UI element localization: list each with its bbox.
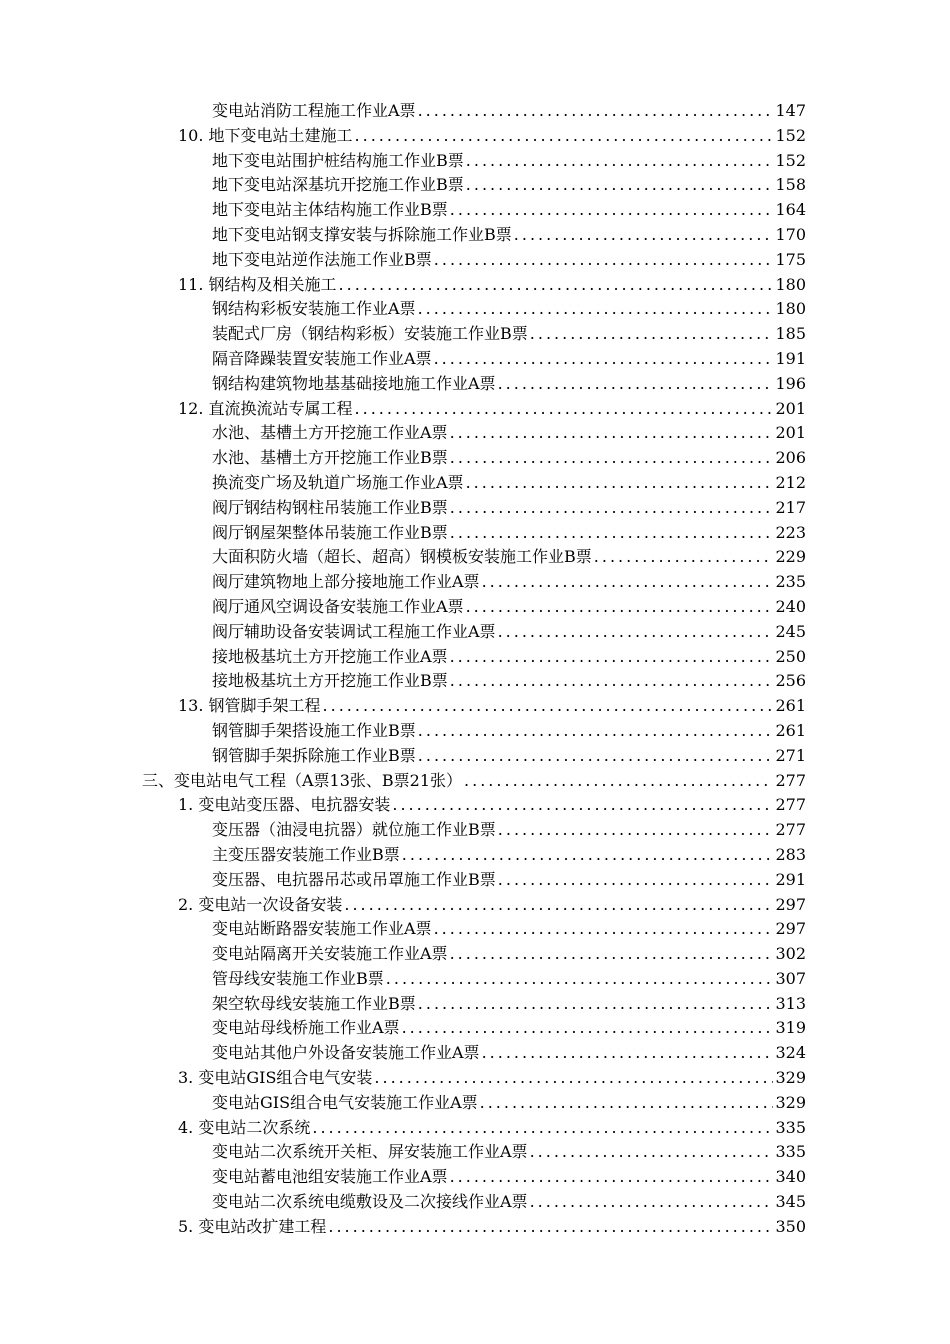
toc-entry-title: 3. 变电站GIS组合电气安装 xyxy=(178,1068,373,1088)
toc-entry-page: 329 xyxy=(775,1092,806,1112)
toc-entry-line xyxy=(212,843,806,868)
toc-entry-line xyxy=(212,992,806,1017)
toc-dot-leader xyxy=(450,198,774,223)
toc-entry[interactable] xyxy=(0,818,950,843)
toc-entry-page: 245 xyxy=(775,621,806,641)
toc-entry-page: 261 xyxy=(775,696,806,716)
table-of-contents xyxy=(0,99,950,1240)
toc-entry-title: 10. 地下变电站土建施工 xyxy=(178,125,353,145)
toc-entry-page: 158 xyxy=(775,175,806,195)
toc-entry-title: 钢管脚手架拆除施工作业B票 xyxy=(212,745,416,765)
toc-entry[interactable] xyxy=(0,521,950,546)
toc-entry-page: 180 xyxy=(775,299,806,319)
toc-entry[interactable] xyxy=(0,173,950,198)
toc-entry-page: 261 xyxy=(775,720,806,740)
toc-entry-title: 变压器、电抗器吊芯或吊罩施工作业B票 xyxy=(212,869,496,889)
toc-entry-page: 313 xyxy=(775,993,806,1013)
toc-entry-page: 196 xyxy=(775,373,806,393)
toc-entry-page: 307 xyxy=(775,968,806,988)
toc-entry-line xyxy=(178,1066,806,1091)
toc-dot-leader xyxy=(594,545,774,570)
toc-entry-line xyxy=(178,124,806,149)
toc-entry-line xyxy=(178,273,806,298)
toc-entry[interactable] xyxy=(0,694,950,719)
toc-entry-page: 350 xyxy=(775,1216,806,1236)
toc-entry-title: 换流变广场及轨道广场施工作业A票 xyxy=(212,472,464,492)
toc-entry[interactable] xyxy=(0,446,950,471)
toc-dot-leader xyxy=(402,1016,774,1041)
toc-entry-title: 地下变电站钢支撑安装与拆除施工作业B票 xyxy=(212,224,512,244)
toc-entry-page: 297 xyxy=(775,894,806,914)
toc-dot-leader xyxy=(418,99,774,124)
toc-entry[interactable] xyxy=(0,1140,950,1165)
toc-dot-leader xyxy=(344,893,773,918)
toc-entry-line xyxy=(212,1091,806,1116)
toc-entry[interactable] xyxy=(0,595,950,620)
toc-entry[interactable] xyxy=(0,917,950,942)
toc-entry-title: 变电站消防工程施工作业A票 xyxy=(212,101,416,120)
toc-entry[interactable] xyxy=(0,1091,950,1116)
toc-entry[interactable] xyxy=(0,124,950,149)
toc-entry-line xyxy=(212,595,806,620)
toc-entry-line xyxy=(212,1016,806,1041)
toc-entry-title: 变电站隔离开关安装施工作业A票 xyxy=(212,944,448,964)
toc-dot-leader xyxy=(450,1165,774,1190)
toc-entry[interactable] xyxy=(0,297,950,322)
toc-entry-title: 接地极基坑土方开挖施工作业B票 xyxy=(212,671,448,691)
toc-entry-page: 185 xyxy=(775,324,806,344)
toc-dot-leader xyxy=(450,942,774,967)
toc-entry-page: 175 xyxy=(775,249,806,269)
toc-entry-page: 335 xyxy=(775,1142,806,1162)
toc-entry-page: 170 xyxy=(775,224,806,244)
toc-entry-page: 329 xyxy=(775,1068,806,1088)
toc-entry-page: 206 xyxy=(775,448,806,468)
toc-entry[interactable] xyxy=(0,744,950,769)
toc-entry-line xyxy=(212,248,806,273)
toc-entry[interactable] xyxy=(0,273,950,298)
toc-dot-leader xyxy=(480,1091,774,1116)
toc-dot-leader xyxy=(418,297,774,322)
toc-entry-line xyxy=(212,322,806,347)
toc-dot-leader xyxy=(434,248,774,273)
toc-dot-leader xyxy=(418,719,774,744)
toc-entry-title: 地下变电站主体结构施工作业B票 xyxy=(212,200,448,220)
toc-entry-line xyxy=(178,397,806,422)
toc-entry-title: 钢结构建筑物地基基础接地施工作业A票 xyxy=(212,373,496,393)
toc-entry-title: 阀厅钢屋架整体吊装施工作业B票 xyxy=(212,522,448,542)
toc-entry-line xyxy=(212,1165,806,1190)
toc-entry-line xyxy=(178,793,806,818)
toc-entry[interactable] xyxy=(0,942,950,967)
toc-entry-title: 装配式厂房（钢结构彩板）安装施工作业B票 xyxy=(212,324,528,344)
toc-entry-title: 变电站断路器安装施工作业A票 xyxy=(212,919,432,939)
toc-entry[interactable] xyxy=(0,545,950,570)
toc-entry-title: 变电站GIS组合电气安装施工作业A票 xyxy=(212,1092,478,1112)
toc-entry-title: 水池、基槽土方开挖施工作业A票 xyxy=(212,423,448,443)
toc-entry-line xyxy=(212,99,806,124)
toc-entry-line xyxy=(212,818,806,843)
toc-dot-leader xyxy=(498,868,774,893)
toc-entry-title: 地下变电站深基坑开挖施工作业B票 xyxy=(212,175,464,195)
toc-dot-leader xyxy=(530,1190,774,1215)
toc-entry[interactable] xyxy=(0,1041,950,1066)
toc-entry-title: 变电站二次系统开关柜、屏安装施工作业A票 xyxy=(212,1142,528,1162)
toc-entry-page: 256 xyxy=(775,671,806,691)
toc-entry-title: 三、变电站电气工程（A票13张、B票21张） xyxy=(142,770,463,790)
toc-entry-page: 235 xyxy=(775,572,806,592)
toc-entry[interactable] xyxy=(0,496,950,521)
toc-entry-line xyxy=(212,967,806,992)
toc-entry-page: 201 xyxy=(775,423,806,443)
toc-entry-page: 302 xyxy=(775,944,806,964)
toc-dot-leader xyxy=(434,917,774,942)
toc-dot-leader xyxy=(328,1215,773,1240)
toc-entry-title: 变电站其他户外设备安装施工作业A票 xyxy=(212,1043,480,1063)
toc-dot-leader xyxy=(450,446,774,471)
toc-dot-leader xyxy=(482,570,774,595)
toc-entry-title: 1. 变电站变压器、电抗器安装 xyxy=(178,795,391,815)
toc-entry-line xyxy=(212,645,806,670)
toc-entry-line xyxy=(178,893,806,918)
toc-entry-line xyxy=(212,1190,806,1215)
toc-entry-line xyxy=(212,471,806,496)
toc-entry[interactable] xyxy=(0,570,950,595)
toc-entry-line xyxy=(212,149,806,174)
toc-entry[interactable] xyxy=(0,793,950,818)
toc-entry-page: 180 xyxy=(775,274,806,294)
toc-entry-title: 阀厅通风空调设备安装施工作业A票 xyxy=(212,596,464,616)
toc-entry-title: 阀厅辅助设备安装调试工程施工作业A票 xyxy=(212,621,496,641)
toc-entry[interactable] xyxy=(0,99,950,124)
toc-entry-line xyxy=(212,917,806,942)
toc-entry-line xyxy=(178,1116,806,1141)
toc-entry-page: 283 xyxy=(775,844,806,864)
toc-entry-page: 229 xyxy=(775,547,806,567)
toc-entry-line xyxy=(212,719,806,744)
toc-dot-leader xyxy=(355,124,774,149)
toc-entry-title: 变电站二次系统电缆敷设及二次接线作业A票 xyxy=(212,1192,528,1212)
toc-dot-leader xyxy=(418,992,774,1017)
toc-dot-leader xyxy=(530,1140,774,1165)
toc-entry[interactable] xyxy=(0,471,950,496)
toc-entry-title: 地下变电站逆作法施工作业B票 xyxy=(212,249,432,269)
toc-entry[interactable] xyxy=(0,1165,950,1190)
toc-entry-line xyxy=(212,669,806,694)
toc-dot-leader xyxy=(392,793,773,818)
toc-entry[interactable] xyxy=(0,719,950,744)
toc-entry-line xyxy=(212,1140,806,1165)
toc-dot-leader xyxy=(450,521,774,546)
toc-entry-page: 319 xyxy=(775,1018,806,1038)
toc-entry-page: 335 xyxy=(775,1117,806,1137)
toc-dot-leader xyxy=(418,744,774,769)
toc-entry[interactable] xyxy=(0,843,950,868)
toc-dot-leader xyxy=(498,620,774,645)
toc-entry-line xyxy=(212,868,806,893)
toc-dot-leader xyxy=(466,471,774,496)
toc-entry-page: 223 xyxy=(775,522,806,542)
toc-entry-page: 271 xyxy=(775,745,806,765)
toc-entry-line xyxy=(212,446,806,471)
toc-entry-title: 阀厅建筑物地上部分接地施工作业A票 xyxy=(212,572,480,592)
toc-entry[interactable] xyxy=(0,1116,950,1141)
toc-entry-line xyxy=(212,570,806,595)
toc-entry-line xyxy=(212,942,806,967)
toc-entry-page: 277 xyxy=(775,770,806,790)
toc-dot-leader xyxy=(466,149,774,174)
toc-entry-title: 变电站蓄电池组安装施工作业A票 xyxy=(212,1167,448,1187)
toc-entry-line xyxy=(178,694,806,719)
toc-entry[interactable] xyxy=(0,992,950,1017)
toc-entry-page: 201 xyxy=(775,398,806,418)
toc-entry[interactable] xyxy=(0,645,950,670)
toc-entry-page: 277 xyxy=(775,820,806,840)
toc-dot-leader xyxy=(466,595,774,620)
toc-entry[interactable] xyxy=(0,322,950,347)
toc-entry-page: 340 xyxy=(775,1167,806,1187)
toc-entry-page: 277 xyxy=(775,795,806,815)
toc-dot-leader xyxy=(466,173,774,198)
toc-dot-leader xyxy=(450,421,774,446)
toc-dot-leader xyxy=(450,669,774,694)
toc-entry-title: 变压器（油浸电抗器）就位施工作业B票 xyxy=(212,820,496,840)
toc-entry[interactable] xyxy=(0,149,950,174)
toc-dot-leader xyxy=(450,645,774,670)
toc-entry-line xyxy=(212,421,806,446)
toc-entry-line xyxy=(142,769,806,794)
toc-entry[interactable] xyxy=(0,248,950,273)
toc-entry-title: 水池、基槽土方开挖施工作业B票 xyxy=(212,448,448,468)
toc-dot-leader xyxy=(498,818,774,843)
toc-dot-leader xyxy=(464,769,773,794)
toc-entry[interactable] xyxy=(0,769,950,794)
toc-dot-leader xyxy=(402,843,774,868)
toc-entry-title: 2. 变电站一次设备安装 xyxy=(178,894,343,914)
toc-entry[interactable] xyxy=(0,421,950,446)
toc-entry-title: 接地极基坑土方开挖施工作业A票 xyxy=(212,646,448,666)
toc-entry-title: 12. 直流换流站专属工程 xyxy=(178,398,353,418)
toc-dot-leader xyxy=(374,1066,773,1091)
toc-dot-leader xyxy=(498,372,774,397)
toc-entry-title: 架空软母线安装施工作业B票 xyxy=(212,993,416,1013)
toc-entry-title: 管母线安装施工作业B票 xyxy=(212,968,384,988)
toc-entry-page: 324 xyxy=(775,1043,806,1063)
toc-entry-page: 191 xyxy=(775,348,806,368)
toc-entry-page: 297 xyxy=(775,919,806,939)
toc-entry[interactable] xyxy=(0,347,950,372)
toc-entry-line xyxy=(212,496,806,521)
toc-entry-title: 隔音降躁装置安装施工作业A票 xyxy=(212,348,432,368)
toc-entry-line xyxy=(212,297,806,322)
toc-entry-page: 240 xyxy=(775,596,806,616)
toc-entry-line xyxy=(212,173,806,198)
toc-entry-line xyxy=(212,744,806,769)
toc-entry-title: 5. 变电站改扩建工程 xyxy=(178,1216,327,1236)
toc-entry-title: 大面积防火墙（超长、超高）钢模板安装施工作业B票 xyxy=(212,547,592,567)
toc-entry[interactable] xyxy=(0,868,950,893)
toc-entry[interactable] xyxy=(0,372,950,397)
toc-entry-title: 阀厅钢结构钢柱吊装施工作业B票 xyxy=(212,497,448,517)
toc-entry-title: 11. 钢结构及相关施工 xyxy=(178,274,337,294)
toc-dot-leader xyxy=(450,496,774,521)
toc-entry-line xyxy=(212,620,806,645)
toc-dot-leader xyxy=(312,1116,773,1141)
toc-entry-line xyxy=(178,1215,806,1240)
toc-entry-page: 212 xyxy=(775,472,806,492)
toc-entry[interactable] xyxy=(0,198,950,223)
toc-dot-leader xyxy=(339,273,774,298)
toc-entry[interactable] xyxy=(0,223,950,248)
toc-entry-page: 291 xyxy=(775,869,806,889)
toc-entry[interactable] xyxy=(0,620,950,645)
toc-entry[interactable] xyxy=(0,1190,950,1215)
toc-entry-title: 钢结构彩板安装施工作业A票 xyxy=(212,299,416,319)
toc-entry[interactable] xyxy=(0,893,950,918)
toc-entry-line xyxy=(212,1041,806,1066)
toc-entry-line xyxy=(212,521,806,546)
toc-entry-line xyxy=(212,223,806,248)
toc-entry-line xyxy=(212,372,806,397)
toc-entry-title: 主变压器安装施工作业B票 xyxy=(212,844,400,864)
toc-entry-title: 4. 变电站二次系统 xyxy=(178,1117,311,1137)
toc-dot-leader xyxy=(530,322,774,347)
toc-dot-leader xyxy=(386,967,774,992)
toc-entry-line xyxy=(212,545,806,570)
toc-entry-title: 13. 钢管脚手架工程 xyxy=(178,696,321,716)
toc-dot-leader xyxy=(323,694,774,719)
toc-entry[interactable] xyxy=(0,669,950,694)
toc-entry-page: 250 xyxy=(775,646,806,666)
toc-entry-page: 147 xyxy=(775,101,806,120)
toc-dot-leader xyxy=(434,347,774,372)
toc-entry[interactable] xyxy=(0,1066,950,1091)
toc-dot-leader xyxy=(355,397,774,422)
toc-dot-leader xyxy=(514,223,774,248)
toc-entry[interactable] xyxy=(0,1215,950,1240)
toc-entry-page: 164 xyxy=(775,200,806,220)
toc-entry-page: 217 xyxy=(775,497,806,517)
toc-entry-line xyxy=(212,347,806,372)
toc-entry-page: 345 xyxy=(775,1192,806,1212)
toc-entry-page: 152 xyxy=(775,150,806,170)
toc-entry-line xyxy=(212,198,806,223)
toc-entry[interactable] xyxy=(0,1016,950,1041)
toc-entry-page: 152 xyxy=(775,125,806,145)
toc-entry[interactable] xyxy=(0,397,950,422)
toc-entry-title: 钢管脚手架搭设施工作业B票 xyxy=(212,720,416,740)
toc-entry-title: 地下变电站围护桩结构施工作业B票 xyxy=(212,150,464,170)
toc-entry[interactable] xyxy=(0,967,950,992)
toc-entry-title: 变电站母线桥施工作业A票 xyxy=(212,1018,400,1038)
toc-dot-leader xyxy=(482,1041,774,1066)
